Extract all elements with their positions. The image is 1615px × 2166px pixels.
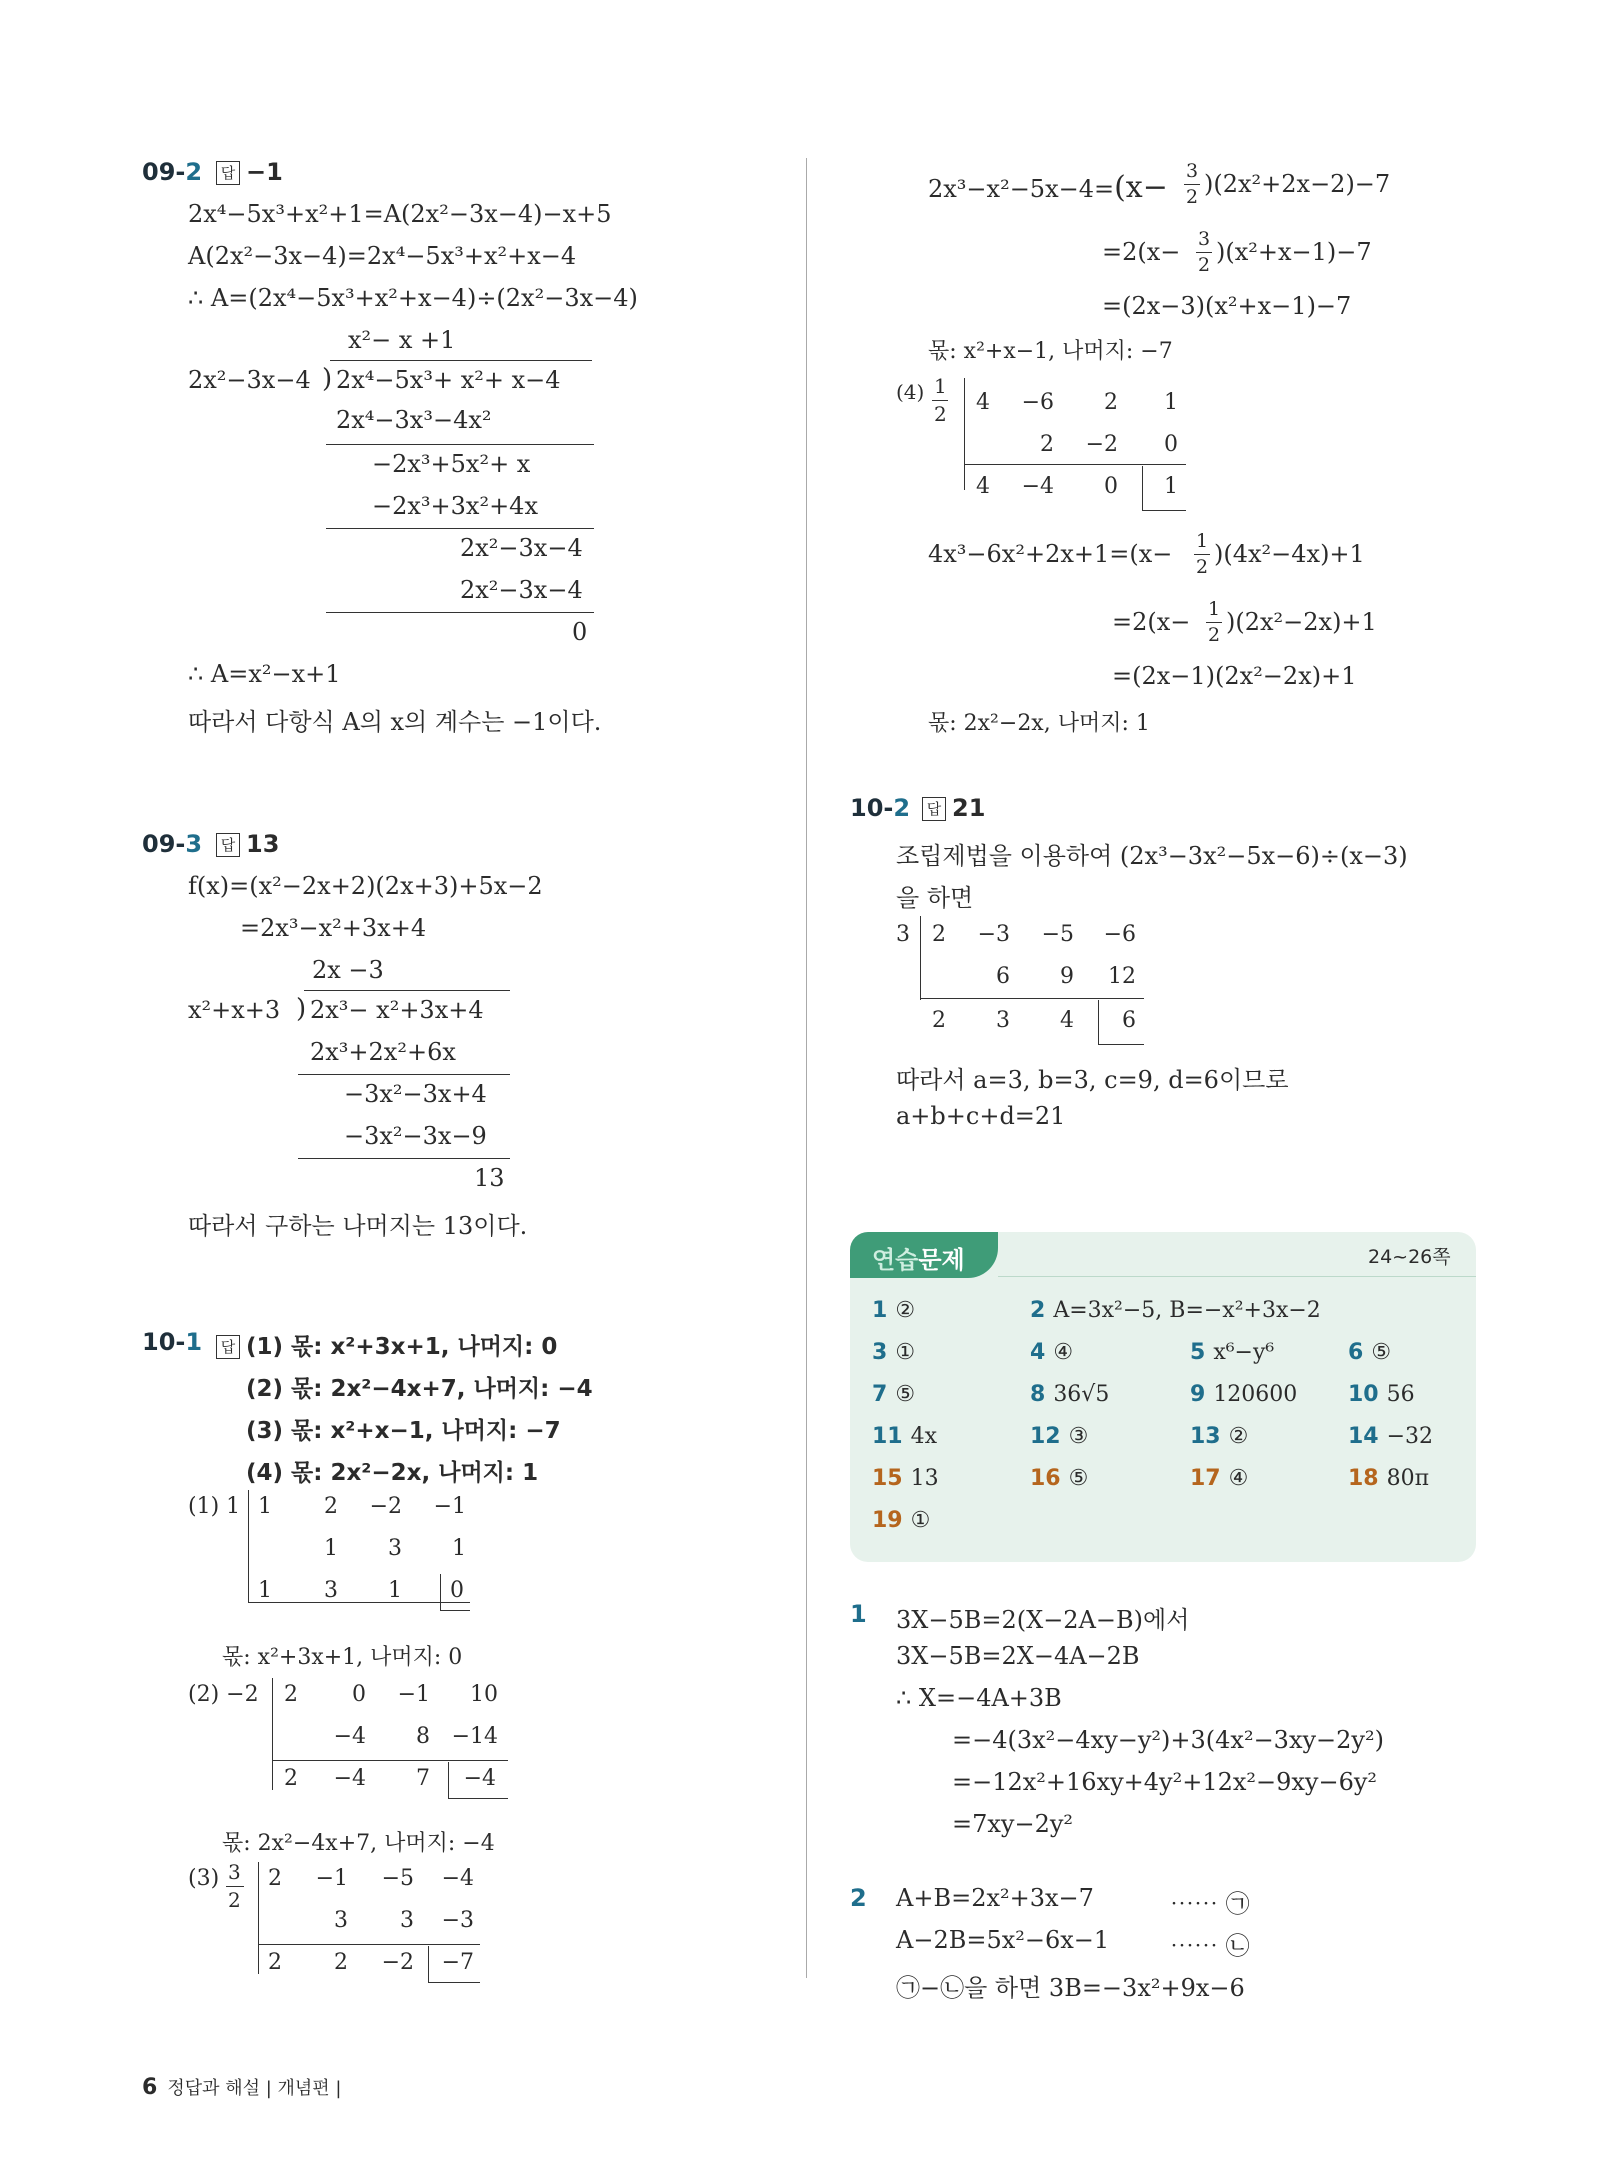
syn-value: −6	[1021, 390, 1054, 415]
answer: (3) 몫: x²+x−1, 나머지: −7	[246, 1418, 561, 1444]
equation-line: =−12x²+16xy+4y²+12x²−9xy−6y²	[952, 1768, 1378, 1796]
practice-item: 7 ⑤	[872, 1382, 916, 1407]
syn-value: 2	[324, 1494, 338, 1519]
practice-item: 17 ④	[1190, 1466, 1249, 1491]
rule	[298, 1074, 510, 1075]
equation-line: )(4x²−4x)+1	[1214, 540, 1365, 568]
conclusion: 따라서 다항식 A의 x의 계수는 −1이다.	[188, 708, 602, 736]
equation-line: 을 하면	[896, 884, 974, 912]
rule	[326, 612, 594, 613]
fraction-numerator: 1	[934, 374, 947, 398]
rule	[326, 444, 594, 445]
syn-label: (4)	[896, 380, 925, 404]
syn-rem-box	[428, 1982, 480, 1983]
syn-value: 3	[334, 1908, 348, 1933]
syn-value: 2	[268, 1866, 282, 1891]
syn-rem-box	[440, 1610, 470, 1611]
equation-line: =−4(3x²−4xy−y²)+3(4x²−3xy−2y²)	[952, 1726, 1384, 1754]
equation-line: 3X−5B=2X−4A−2B	[896, 1642, 1140, 1670]
page-footer	[142, 2074, 341, 2100]
subtract-line: −2x³+3x²+4x	[372, 492, 538, 520]
practice-item: 19 ①	[872, 1508, 931, 1533]
answer: 답 (1) 몫: x²+3x+1, 나머지: 0	[216, 1328, 557, 1361]
dividend: 2x⁴−5x³+ x²+ x−4	[336, 366, 561, 394]
remainder-line: −2x³+5x²+ x	[372, 450, 531, 478]
fraction-denominator: 2	[1196, 556, 1209, 578]
syn-rem-box	[448, 1762, 449, 1798]
syn-value: 2	[268, 1950, 282, 1975]
equation-line: 조립제법을 이용하여 (2x³−3x²−5x−6)÷(x−3)	[896, 842, 1408, 870]
syn-value: 9	[1060, 964, 1074, 989]
syn-result: 몫: x²+3x+1, 나머지: 0	[222, 1645, 463, 1670]
syn-value: 0	[352, 1682, 366, 1707]
practice-item: 4 ④	[1030, 1340, 1074, 1365]
fraction-denominator: 2	[1208, 624, 1221, 646]
syn-value: 7	[416, 1766, 430, 1791]
practice-item: 10 56	[1348, 1382, 1415, 1407]
syn-value: −1	[433, 1494, 466, 1519]
syn-rem-box	[1098, 1000, 1099, 1044]
problem-number: 10-2	[850, 794, 911, 822]
footer-text: 정답과 해설 | 개념편 |	[167, 2078, 342, 2099]
column-divider	[806, 158, 807, 1978]
practice-item: 6 ⑤	[1348, 1340, 1392, 1365]
practice-item: 2 A=3x²−5, B=−x²+3x−2	[1030, 1298, 1321, 1323]
fraction-bar	[1184, 184, 1200, 185]
fraction-numerator: 3	[1186, 160, 1199, 182]
practice-title-b: 문제	[918, 1246, 965, 1274]
syn-label: 3	[896, 922, 910, 947]
syn-value: −1	[397, 1682, 430, 1707]
divisor: 2x²−3x−4	[188, 366, 311, 394]
answer: 답 21	[922, 794, 985, 822]
equation-line: 3X−5B=2(X−2A−B)에서	[896, 1606, 1190, 1634]
problem-number: 10-1	[142, 1328, 203, 1356]
answer-tag-icon: 답	[216, 833, 240, 857]
syn-value: 4	[976, 390, 990, 415]
syn-result: 몫: x²+x−1, 나머지: −7	[928, 339, 1173, 364]
conclusion: a+b+c+d=21	[896, 1102, 1066, 1130]
syn-rem-box	[428, 1946, 429, 1982]
syn-value: 2	[1104, 390, 1118, 415]
conclusion: 따라서 구하는 나머지는 13이다.	[188, 1212, 528, 1240]
fraction-numerator: 3	[1198, 228, 1211, 250]
syn-value: 1	[258, 1494, 272, 1519]
equation-line: )(x²+x−1)−7	[1216, 238, 1372, 266]
equation-line: f(x)=(x²−2x+2)(2x+3)+5x−2	[188, 872, 543, 900]
syn-label: (1) 1	[188, 1494, 241, 1519]
practice-item: 18 80π	[1348, 1466, 1430, 1491]
syn-value: −4	[333, 1766, 366, 1791]
remainder-line: 2x²−3x−4	[460, 534, 583, 562]
quotient: x²− x +1	[348, 326, 456, 354]
answer-tag-icon: 답	[922, 797, 946, 821]
page-number: 6	[142, 2075, 158, 2100]
equation-line: =2(x−	[1112, 608, 1191, 636]
syn-value: 1	[324, 1536, 338, 1561]
remainder-line: −3x²−3x+4	[344, 1080, 487, 1108]
answer: 답 13	[216, 830, 279, 858]
division-bracket: )	[296, 994, 307, 1024]
equation-line: ∴ A=(2x⁴−5x³+x²+x−4)÷(2x²−3x−4)	[188, 284, 638, 312]
syn-rem-box	[1098, 1044, 1144, 1045]
syn-value: 1	[388, 1578, 402, 1603]
syn-value: −1	[315, 1866, 348, 1891]
syn-value: 2	[284, 1766, 298, 1791]
equation-line: 2x³−x²−5x−4=(x−	[928, 170, 1168, 205]
equation-line: )(2x²−2x)+1	[1226, 608, 1377, 636]
practice-item: 16 ⑤	[1030, 1466, 1089, 1491]
equation-line: A+B=2x²+3x−7	[896, 1884, 1094, 1912]
syn-label: (3)	[188, 1866, 220, 1891]
syn-result: 몫: 2x²−2x, 나머지: 1	[928, 711, 1150, 736]
answer: (4) 몫: 2x²−2x, 나머지: 1	[246, 1460, 539, 1486]
syn-remainder: −7	[441, 1950, 474, 1975]
equation-line: 2x⁴−5x³+x²+1=A(2x²−3x−4)−x+5	[188, 200, 612, 228]
syn-value: −5	[1041, 922, 1074, 947]
syn-hline	[272, 1760, 508, 1761]
syn-remainder: 6	[1122, 1008, 1136, 1033]
fraction-bar	[1194, 554, 1210, 555]
practice-item: 9 120600	[1190, 1382, 1298, 1407]
rule	[298, 1158, 510, 1159]
syn-value: 2	[284, 1682, 298, 1707]
practice-item: 1 ②	[872, 1298, 916, 1323]
syn-value: 2	[932, 1008, 946, 1033]
syn-value: 6	[996, 964, 1010, 989]
syn-rem-box	[1142, 510, 1186, 511]
fraction-denominator: 2	[228, 1888, 241, 1912]
conclusion: ∴ A=x²−x+1	[188, 660, 341, 688]
syn-value: 3	[388, 1536, 402, 1561]
fraction-numerator: 1	[1196, 530, 1209, 552]
syn-value: 1	[258, 1578, 272, 1603]
equation-line: A−2B=5x²−6x−1	[896, 1926, 1110, 1954]
subtract-line: 2x³+2x²+6x	[310, 1038, 456, 1066]
equation-line: =(2x−3)(x²+x−1)−7	[1102, 292, 1352, 320]
practice-pages: 24~26쪽	[1368, 1246, 1451, 1268]
equation-tag: ⋯⋯ ㉠	[1170, 1890, 1250, 1918]
syn-remainder: −4	[463, 1766, 496, 1791]
syn-value: 1	[1164, 390, 1178, 415]
division-bar	[304, 990, 510, 991]
syn-value: 0	[1164, 432, 1178, 457]
division-bar	[330, 360, 592, 361]
remainder-line: 0	[572, 618, 588, 646]
syn-value: −2	[381, 1950, 414, 1975]
syn-value: 0	[1104, 474, 1118, 499]
syn-value: −4	[333, 1724, 366, 1749]
dividend: 2x³− x²+3x+4	[310, 996, 484, 1024]
problem-number: 09-2	[142, 158, 203, 186]
practice-item: 11 4x	[872, 1424, 938, 1449]
answer: 답 −1	[216, 158, 283, 186]
syn-value: −2	[369, 1494, 402, 1519]
syn-value: 3	[400, 1908, 414, 1933]
subtract-line: 2x²−3x−4	[460, 576, 583, 604]
syn-value: −2	[1085, 432, 1118, 457]
division-bracket: )	[322, 364, 333, 394]
solution-number: 1	[850, 1600, 867, 1628]
syn-value: 10	[470, 1682, 498, 1707]
syn-value: 3	[996, 1008, 1010, 1033]
fraction-bar	[1196, 252, 1212, 253]
answer-tag-icon: 답	[216, 1335, 240, 1359]
rule	[326, 528, 594, 529]
syn-hline	[964, 464, 1186, 465]
syn-value: −4	[441, 1866, 474, 1891]
remainder-line: 13	[474, 1164, 505, 1192]
syn-rem-box	[1142, 466, 1143, 510]
syn-label: (2) −2	[188, 1682, 259, 1707]
syn-rem-box	[448, 1798, 508, 1799]
practice-item: 14 −32	[1348, 1424, 1434, 1449]
fraction-denominator: 2	[934, 402, 947, 426]
syn-value: −3	[977, 922, 1010, 947]
syn-value: 4	[1060, 1008, 1074, 1033]
equation-line: =7xy−2y²	[952, 1810, 1074, 1838]
syn-value: −4	[1021, 474, 1054, 499]
fraction-numerator: 1	[1208, 598, 1221, 620]
equation-line: =2x³−x²+3x+4	[240, 914, 427, 942]
practice-item: 13 ②	[1190, 1424, 1249, 1449]
fraction-numerator: 3	[228, 1860, 241, 1884]
syn-value: −3	[441, 1908, 474, 1933]
equation-line: ㉠−㉡을 하면 3B=−3x²+9x−6	[896, 1974, 1245, 2002]
practice-title-a: 연습	[872, 1246, 919, 1274]
equation-line: A(2x²−3x−4)=2x⁴−5x³+x²+x−4	[188, 242, 577, 270]
syn-result: 몫: 2x²−4x+7, 나머지: −4	[222, 1831, 495, 1856]
equation-line: 4x³−6x²+2x+1=(x−	[928, 540, 1173, 568]
syn-value: 2	[334, 1950, 348, 1975]
syn-rem-box	[440, 1574, 441, 1610]
syn-remainder: 1	[1164, 474, 1178, 499]
answer-tag-icon: 답	[216, 161, 240, 185]
syn-remainder: 0	[450, 1578, 464, 1603]
fraction-denominator: 2	[1186, 186, 1199, 208]
syn-value: 2	[932, 922, 946, 947]
problem-number: 09-3	[142, 830, 203, 858]
syn-value: 1	[452, 1536, 466, 1561]
syn-value: 8	[416, 1724, 430, 1749]
syn-value: −5	[381, 1866, 414, 1891]
syn-value: 3	[324, 1578, 338, 1603]
practice-item: 3 ①	[872, 1340, 916, 1365]
equation-line: =2(x−	[1102, 238, 1181, 266]
quotient: 2x −3	[312, 956, 384, 984]
practice-item: 12 ③	[1030, 1424, 1089, 1449]
practice-title-tab	[850, 1232, 998, 1278]
syn-hline	[920, 998, 1144, 999]
equation-tag: ⋯⋯ ㉡	[1170, 1932, 1250, 1960]
equation-line: ∴ X=−4A+3B	[896, 1684, 1062, 1712]
answer: (2) 몫: 2x²−4x+7, 나머지: −4	[246, 1376, 593, 1402]
subtract-line: −3x²−3x−9	[344, 1122, 487, 1150]
conclusion: 따라서 a=3, b=3, c=9, d=6이므로	[896, 1066, 1289, 1094]
practice-item: 8 36√5	[1030, 1382, 1110, 1407]
practice-header-rule	[998, 1276, 1476, 1277]
equation-line: =(2x−1)(2x²−2x)+1	[1112, 662, 1357, 690]
divisor: x²+x+3	[188, 996, 281, 1024]
practice-item: 15 13	[872, 1466, 939, 1491]
fraction-bar	[1206, 622, 1222, 623]
fraction-denominator: 2	[1198, 254, 1211, 276]
solution-number: 2	[850, 1884, 867, 1912]
subtract-line: 2x⁴−3x³−4x²	[336, 406, 492, 434]
syn-hline	[258, 1944, 480, 1945]
syn-value: 4	[976, 474, 990, 499]
syn-value: −6	[1103, 922, 1136, 947]
syn-value: −14	[451, 1724, 498, 1749]
syn-value: 12	[1108, 964, 1136, 989]
equation-line: )(2x²+2x−2)−7	[1204, 170, 1391, 198]
syn-value: 2	[1040, 432, 1054, 457]
practice-item: 5 x⁶−y⁶	[1190, 1340, 1275, 1365]
